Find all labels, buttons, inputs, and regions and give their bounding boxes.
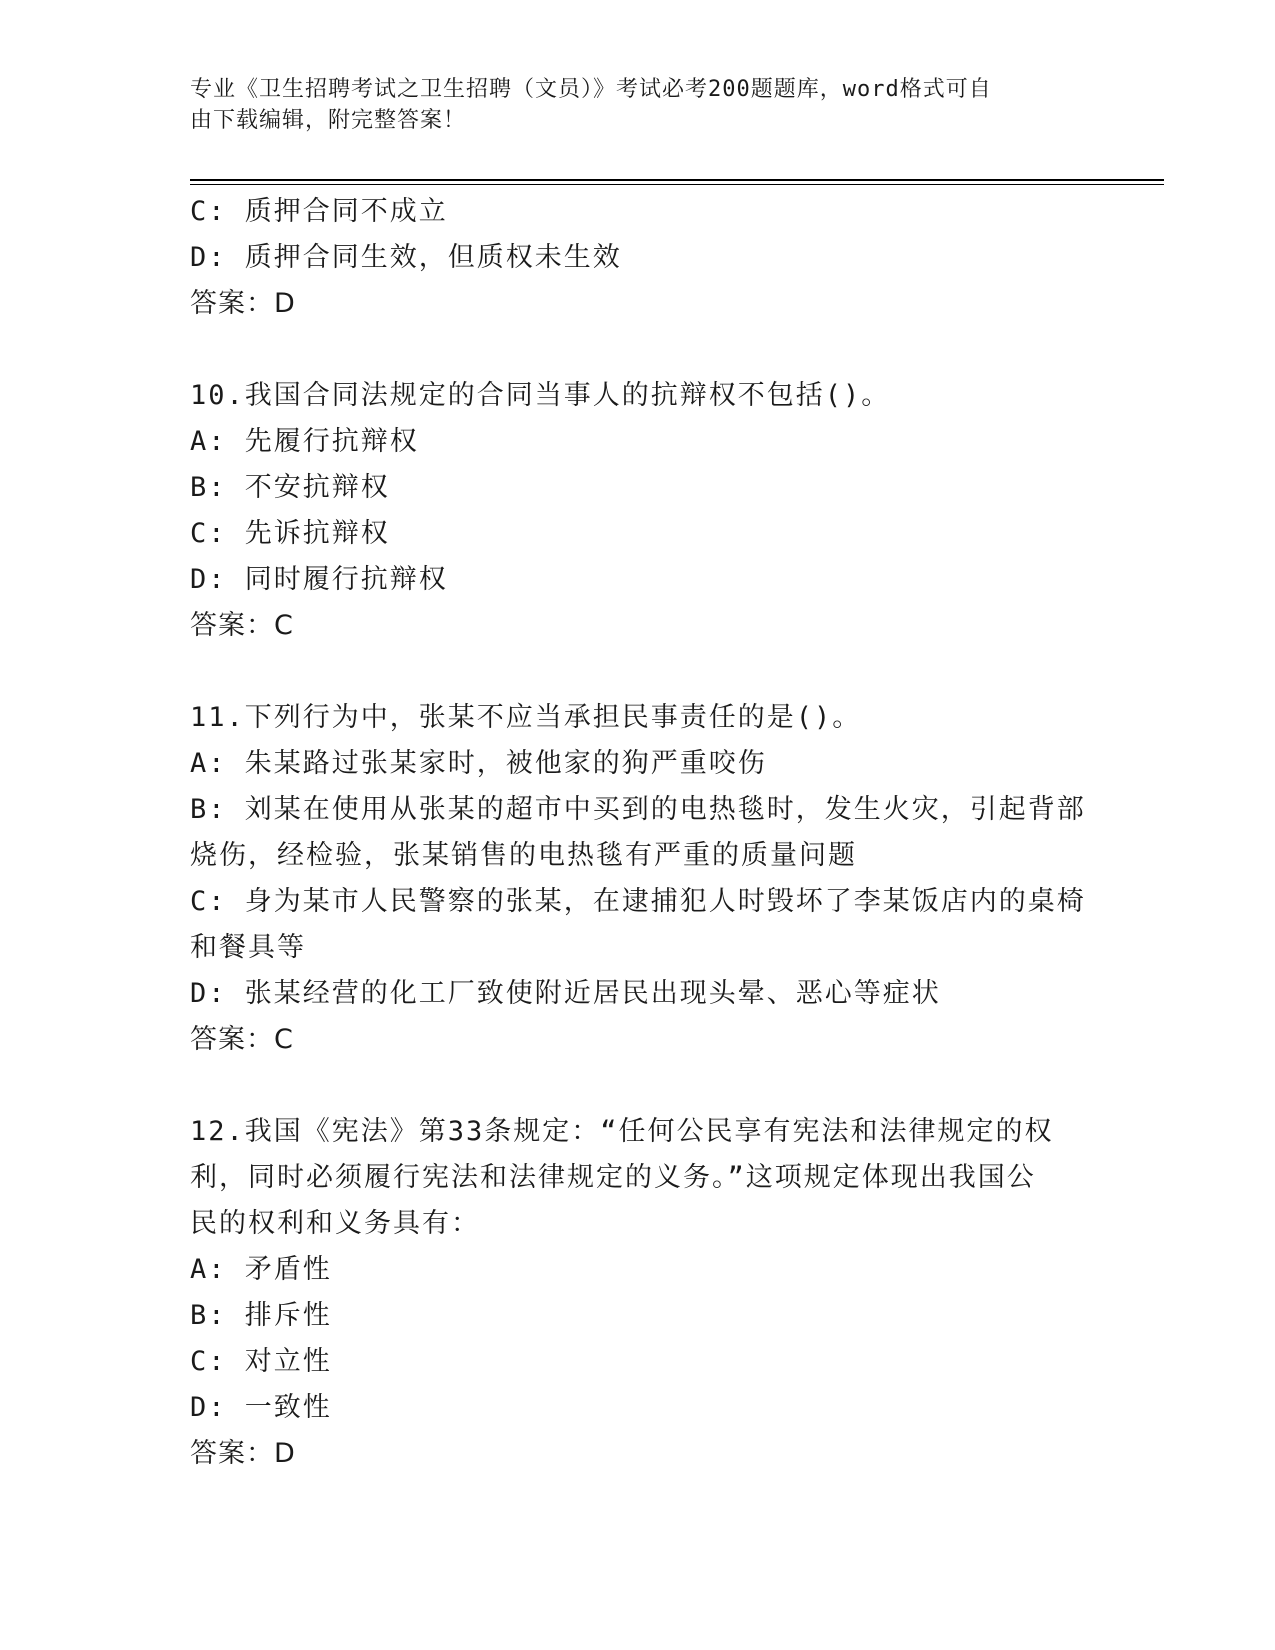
page-header xyxy=(190,74,1090,136)
option-d: D: 同时履行抗辩权 xyxy=(190,564,448,595)
question-text: 10.我国合同法规定的合同当事人的抗辩权不包括()。 xyxy=(190,380,891,411)
answer: 答案：C xyxy=(190,1024,294,1055)
answer: 答案：D xyxy=(190,1438,296,1469)
question-text-line-1: 12.我国《宪法》第33条规定：“任何公民享有宪法和法律规定的权 xyxy=(190,1116,1054,1147)
option-b: B: 不安抗辩权 xyxy=(190,472,390,503)
question-text-line-3: 民的权利和义务具有： xyxy=(190,1208,480,1239)
spacer xyxy=(190,327,1090,373)
option-c-line-1: C: 身为某市人民警察的张某，在逮捕犯人时毁坏了李某饭店内的桌椅 xyxy=(190,886,1086,917)
spacer xyxy=(190,1063,1090,1109)
option-c: C: 质押合同不成立 xyxy=(190,196,448,227)
question-text-line-2: 利，同时必须履行宪法和法律规定的义务。”这项规定体现出我国公 xyxy=(190,1162,1036,1193)
answer: 答案：C xyxy=(190,610,294,641)
spacer xyxy=(190,649,1090,695)
question-list xyxy=(190,189,1090,1477)
option-c: C: 先诉抗辩权 xyxy=(190,518,390,549)
option-a: A: 矛盾性 xyxy=(190,1254,332,1285)
question-block-prev xyxy=(190,189,1090,327)
question-text: 11.下列行为中，张某不应当承担民事责任的是()。 xyxy=(190,702,862,733)
option-b: B: 排斥性 xyxy=(190,1300,332,1331)
option-d: D: 一致性 xyxy=(190,1392,332,1423)
option-d: D: 质押合同生效，但质权未生效 xyxy=(190,242,622,273)
option-a: A: 先履行抗辩权 xyxy=(190,426,419,457)
option-c: C: 对立性 xyxy=(190,1346,332,1377)
option-a: A: 朱某路过张某家时，被他家的狗严重咬伤 xyxy=(190,748,767,779)
option-b-line-2: 烧伤，经检验，张某销售的电热毯有严重的质量问题 xyxy=(190,840,857,871)
option-b-line-1: B: 刘某在使用从张某的超市中买到的电热毯时，发生火灾，引起背部 xyxy=(190,794,1086,825)
question-block-11 xyxy=(190,695,1090,1063)
question-block-10 xyxy=(190,373,1090,649)
header-rule-thin xyxy=(190,184,1164,185)
question-block-12 xyxy=(190,1109,1090,1477)
option-d: D: 张某经营的化工厂致使附近居民出现头晕、恶心等症状 xyxy=(190,978,941,1009)
answer: 答案：D xyxy=(190,288,296,319)
header-line-2: 由下载编辑，附完整答案！ xyxy=(190,108,467,133)
option-c-line-2: 和餐具等 xyxy=(190,932,306,963)
header-rule-thick xyxy=(190,179,1164,181)
header-line-1: 专业《卫生招聘考试之卫生招聘（文员）》考试必考200题题库，word格式可自 xyxy=(190,77,992,102)
